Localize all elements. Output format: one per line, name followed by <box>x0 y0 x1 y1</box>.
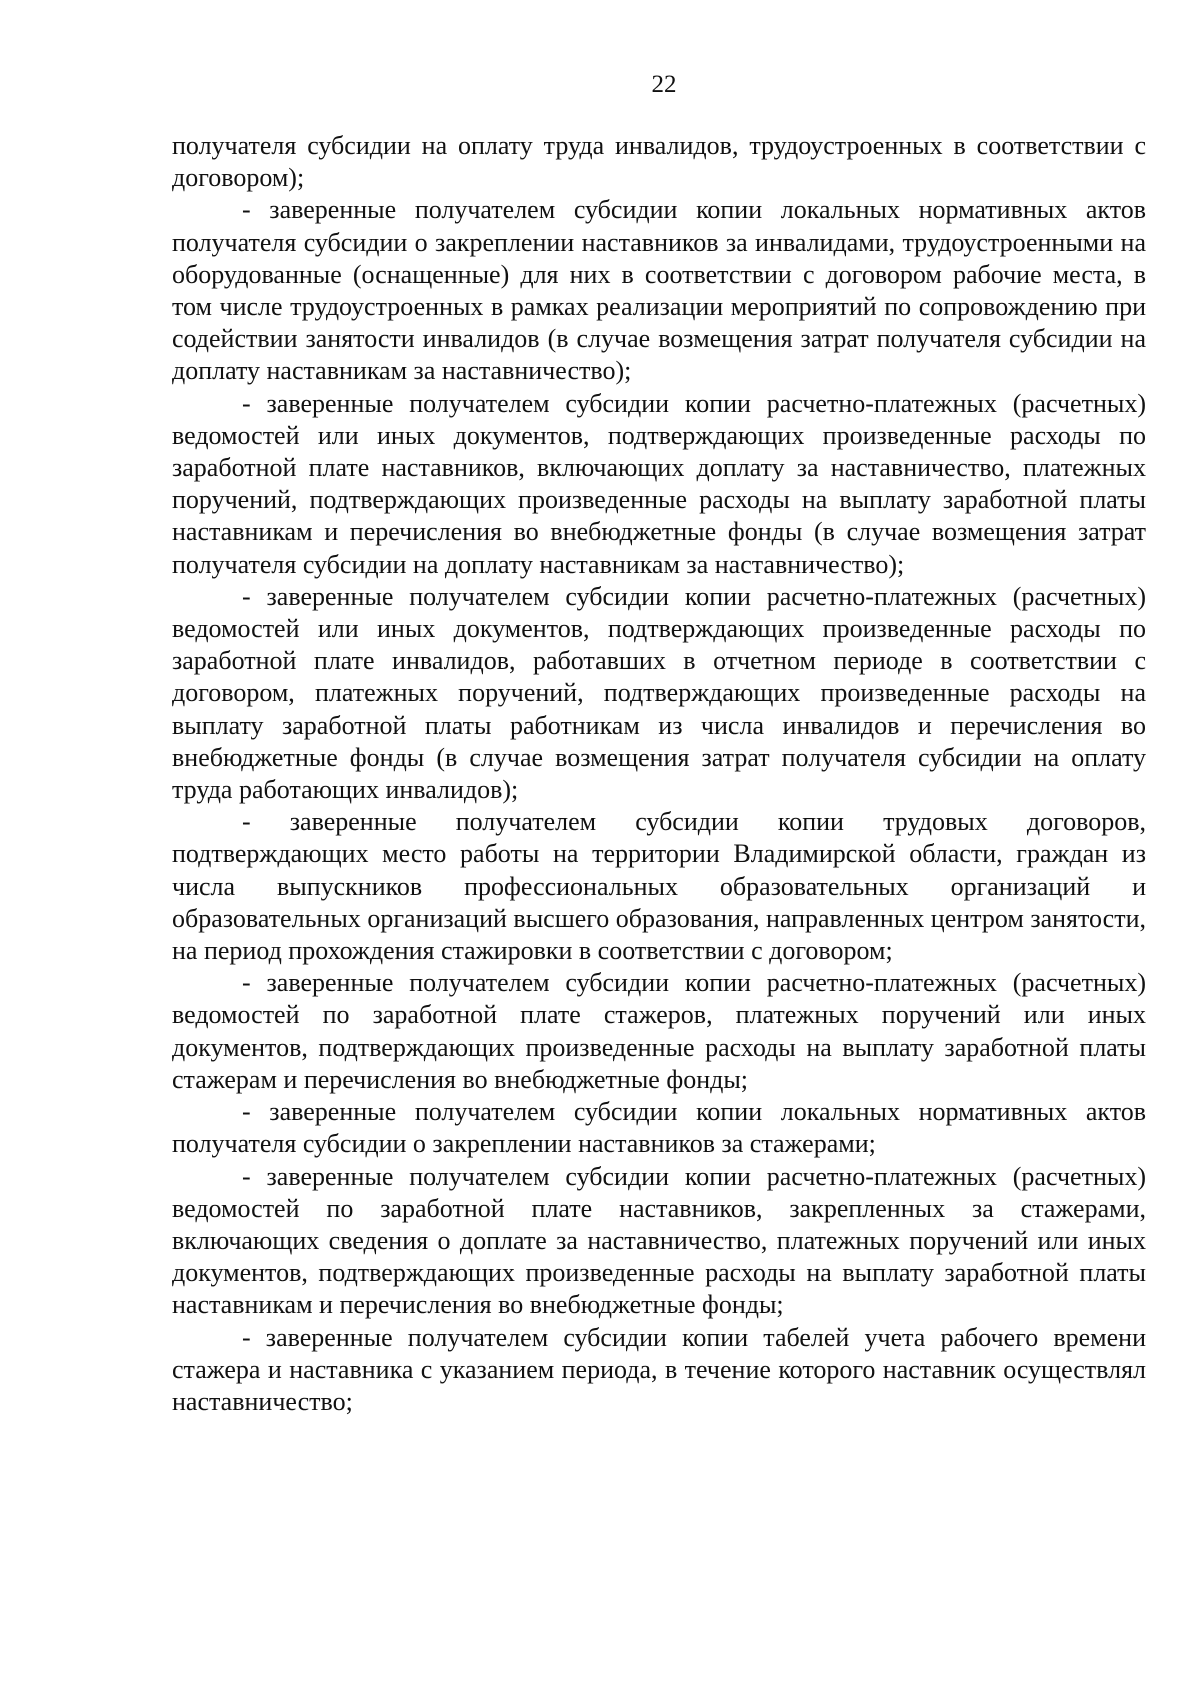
document-body <box>172 130 1146 1418</box>
paragraph-item: - заверенные получателем субсидии копии расчетно-платежных (расчетных) ведомостей или иных документов, подтверждающих произведенные расходы по заработной плате наставников, включающих доплату за наставничество, платежных поручений, подтверждающих произведенные расходы на выплату заработной платы наставникам и перечисления во внебюджетные фонды (в случае возмещения затрат получателя субсидии на доплату наставникам за наставничество); <box>172 388 1146 579</box>
paragraph-item: - заверенные получателем субсидии копии расчетно-платежных (расчетных) ведомостей или иных документов, подтверждающих произведенные расходы по заработной плате инвалидов, работавших в отчетном периоде в соответствии с договором, платежных поручений, подтверждающих произведенные расходы на выплату заработной платы работникам из числа инвалидов и перечисления во внебюджетные фонды (в случае возмещения затрат получателя субсидии на оплату труда работающих инвалидов); <box>172 581 1146 805</box>
paragraph-item: - заверенные получателем субсидии копии локальных нормативных актов получателя субсидии о закреплении наставников за инвалидами, трудоустроенными на оборудованные (оснащенные) для них в соответствии с договором рабочие места, в том числе трудоустроенных в рамках реализации мероприятий по сопровождению при содействии занятости инвалидов (в случае возмещения затрат получателя субсидии на доплату наставникам за наставничество); <box>172 195 1146 386</box>
paragraph-continuation: получателя субсидии на оплату труда инвалидов, трудоустроенных в соответствии с договором); <box>172 131 1146 193</box>
paragraph-item: - заверенные получателем субсидии копии расчетно-платежных (расчетных) ведомостей по заработной плате наставников, закрепленных за стажерами, включающих сведения о доплате за наставничество, платежных поручений или иных документов, подтверждающих произведенные расходы на выплату заработной платы наставникам и перечисления во внебюджетные фонды; <box>172 1161 1146 1320</box>
paragraph-item: - заверенные получателем субсидии копии табелей учета рабочего времени стажера и наставника с указанием периода, в течение которого наставник осуществлял наставничество; <box>172 1322 1146 1416</box>
page-number: 22 <box>651 71 677 98</box>
paragraph-item: - заверенные получателем субсидии копии локальных нормативных актов получателя субсидии о закреплении наставников за стажерами; <box>172 1097 1146 1159</box>
paragraph-item: - заверенные получателем субсидии копии трудовых договоров, подтверждающих место работы на территории Владимирской области, граждан из числа выпускников профессиональных образовательных организаций и образовательных организаций высшего образования, направленных центром занятости, на период прохождения стажировки в соответствии с договором; <box>172 807 1146 966</box>
paragraph-item: - заверенные получателем субсидии копии расчетно-платежных (расчетных) ведомостей по заработной плате стажеров, платежных поручений или иных документов, подтверждающих произведенные расходы на выплату заработной платы стажерам и перечисления во внебюджетные фонды; <box>172 968 1146 1094</box>
